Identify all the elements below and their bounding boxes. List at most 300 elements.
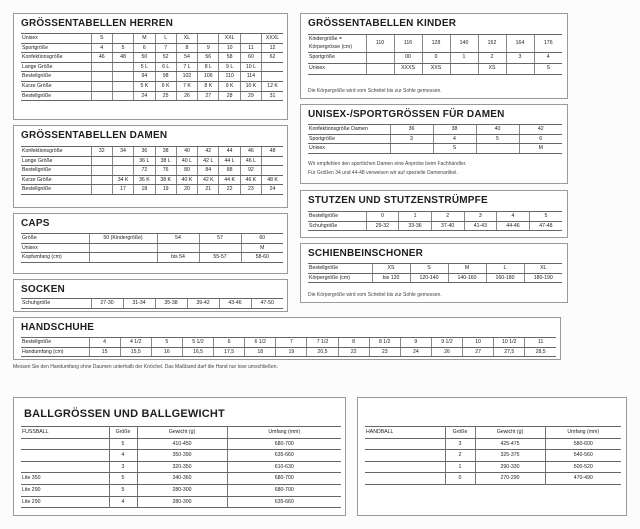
unisex-cell: 38 bbox=[433, 125, 476, 135]
socken-row-label: Schuhgröße bbox=[21, 299, 91, 309]
herren-cell: 50 bbox=[134, 53, 155, 63]
handball-cell: 0 bbox=[445, 473, 475, 485]
damen-cell bbox=[91, 185, 112, 195]
handschuhe-cell: 9 1/2 bbox=[431, 338, 462, 348]
schienbein-table bbox=[308, 263, 562, 283]
herren-cell: M bbox=[134, 34, 155, 44]
handball-header-cell: Größe bbox=[445, 427, 475, 439]
fussball-cell: 350-390 bbox=[137, 450, 227, 462]
unisex-cell bbox=[476, 144, 519, 154]
handball-header-cell: HANDBALL bbox=[365, 427, 445, 439]
fussball-cell: Lite 290 bbox=[21, 496, 109, 508]
unisex-row bbox=[308, 125, 562, 135]
kinder-cell: 176 bbox=[534, 35, 562, 53]
fussball-cell: 635-660 bbox=[227, 450, 341, 462]
kinder-cell: XXXS bbox=[394, 63, 422, 74]
damen-cell: 32 bbox=[91, 147, 112, 157]
herren-cell bbox=[91, 91, 112, 101]
damen-cell: 42 K bbox=[198, 175, 219, 185]
stutzen-cell: 47-48 bbox=[529, 221, 562, 231]
damen-cell bbox=[262, 156, 283, 166]
damen-cell: 44 K bbox=[219, 175, 240, 185]
handball-cell: 1 bbox=[445, 461, 475, 473]
fussball-header-cell: FUSSBALL bbox=[21, 427, 109, 439]
handschuhe-cell: 16 bbox=[151, 347, 182, 357]
caps-title: CAPS bbox=[21, 218, 50, 229]
kinder-cell: 152 bbox=[478, 35, 506, 53]
handschuhe-row-label: Handumfang (cm) bbox=[21, 347, 89, 357]
caps-cell: M bbox=[241, 243, 283, 253]
handball-row bbox=[365, 450, 621, 462]
fussball-header-cell: Gewicht (g) bbox=[137, 427, 227, 439]
schienbein-cell: S bbox=[410, 264, 448, 274]
fussball-cell: 340-360 bbox=[137, 473, 227, 485]
unisex-cell: S bbox=[433, 144, 476, 154]
damen-cell: 46 bbox=[240, 147, 261, 157]
damen-cell: 20 bbox=[176, 185, 197, 195]
handschuhe-row bbox=[21, 338, 556, 348]
fussball-cell: 635-660 bbox=[227, 496, 341, 508]
stutzen-cell: 2 bbox=[431, 212, 464, 222]
schienbein-cell: 180-190 bbox=[524, 273, 562, 283]
kinder-cell: XXS bbox=[422, 63, 450, 74]
stutzen-cell: 4 bbox=[497, 212, 530, 222]
fussball-cell: 4 bbox=[109, 450, 137, 462]
herren-cell: 98 bbox=[155, 72, 176, 82]
herren-cell: 4 bbox=[91, 43, 112, 53]
herren-cell bbox=[262, 62, 283, 72]
damen-cell bbox=[112, 166, 133, 176]
kinder-cell: 140 bbox=[450, 35, 478, 53]
socken-cell: 43-46 bbox=[219, 299, 251, 309]
fussball-row bbox=[21, 461, 341, 473]
damen-cell: 34 bbox=[112, 147, 133, 157]
handschuhe-row-label: Bestellgröße bbox=[21, 338, 89, 348]
kinder-cell: 110 bbox=[366, 35, 394, 53]
handschuhe-cell: 24 bbox=[400, 347, 431, 357]
schienbein-cell: bis 120 bbox=[372, 273, 410, 283]
stutzen-cell: 33-36 bbox=[399, 221, 432, 231]
fussball-cell: 680-700 bbox=[227, 484, 341, 496]
handball-row bbox=[365, 438, 621, 450]
unisex-row-label: Unisex bbox=[308, 144, 390, 154]
herren-cell: 26 bbox=[176, 91, 197, 101]
damen-cell: 40 bbox=[176, 147, 197, 157]
schienbein-cell: L bbox=[486, 264, 524, 274]
caps-cell: bis 54 bbox=[157, 253, 199, 263]
damen-row bbox=[21, 185, 283, 195]
damen-cell: 38 K bbox=[155, 175, 176, 185]
handball-row bbox=[365, 473, 621, 485]
damen-cell: 36 K bbox=[134, 175, 155, 185]
fussball-cell: Lite 350 bbox=[21, 473, 109, 485]
stutzen-row bbox=[308, 221, 562, 231]
fussball-row bbox=[21, 473, 341, 485]
handschuhe-cell: 23 bbox=[369, 347, 400, 357]
herren-cell bbox=[262, 72, 283, 82]
herren-row bbox=[21, 53, 283, 63]
damen-title: GRÖSSENTABELLEN DAMEN bbox=[21, 130, 168, 141]
fussball-row bbox=[21, 450, 341, 462]
herren-cell: 6 K bbox=[155, 81, 176, 91]
fussball-cell bbox=[21, 461, 109, 473]
damen-cell: 76 bbox=[155, 166, 176, 176]
stutzen-row-label: Schuhgröße bbox=[308, 221, 366, 231]
fussball-row bbox=[21, 438, 341, 450]
unisex-cell bbox=[390, 144, 433, 154]
herren-cell: 9 bbox=[198, 43, 219, 53]
handschuhe-cell: 15 bbox=[89, 347, 120, 357]
handschuhe-cell: 8 bbox=[338, 338, 369, 348]
caps-cell: 55-57 bbox=[199, 253, 241, 263]
herren-cell: 6 bbox=[134, 43, 155, 53]
herren-table bbox=[21, 33, 283, 101]
handschuhe-cell: 15,5 bbox=[120, 347, 151, 357]
herren-cell bbox=[112, 62, 133, 72]
handschuhe-cell: 18 bbox=[245, 347, 276, 357]
damen-row bbox=[21, 147, 283, 157]
herren-cell bbox=[91, 72, 112, 82]
herren-cell bbox=[240, 34, 261, 44]
damen-panel bbox=[13, 125, 288, 208]
schienbein-row-label: Körpergröße (cm) bbox=[308, 273, 372, 283]
handschuhe-cell: 7 1/2 bbox=[307, 338, 338, 348]
unisex-cell: 6 bbox=[519, 134, 562, 144]
caps-cell: 58-60 bbox=[241, 253, 283, 263]
handschuhe-cell: 8 1/2 bbox=[369, 338, 400, 348]
caps-cell bbox=[157, 243, 199, 253]
kinder-cell: 3 bbox=[506, 53, 534, 64]
herren-cell bbox=[91, 81, 112, 91]
kinder-row-label: Unisex bbox=[308, 63, 366, 74]
unisex-cell: 3 bbox=[390, 134, 433, 144]
handball-cell: 470-490 bbox=[545, 473, 621, 485]
handschuhe-cell: 19 bbox=[276, 347, 307, 357]
kinder-row bbox=[308, 53, 562, 64]
stutzen-cell: 5 bbox=[529, 212, 562, 222]
caps-cell bbox=[89, 243, 157, 253]
herren-cell: 94 bbox=[134, 72, 155, 82]
handschuhe-cell: 11 bbox=[525, 338, 556, 348]
damen-cell: 34 K bbox=[112, 175, 133, 185]
handball-cell bbox=[365, 461, 445, 473]
schienbein-cell: 160-180 bbox=[486, 273, 524, 283]
herren-row bbox=[21, 43, 283, 53]
unisex-note-2: Für Größen 34 und 44-48 verweisen wir auf spezielle Damenartikel. bbox=[308, 170, 458, 176]
handschuhe-cell: 17,5 bbox=[214, 347, 245, 357]
damen-cell bbox=[91, 156, 112, 166]
kinder-cell: 00 bbox=[394, 53, 422, 64]
fussball-header-row bbox=[21, 427, 341, 439]
herren-row bbox=[21, 91, 283, 101]
stutzen-panel bbox=[300, 190, 568, 238]
herren-panel bbox=[13, 13, 288, 120]
handschuhe-cell: 27 bbox=[463, 347, 494, 357]
herren-cell: 6 L bbox=[155, 62, 176, 72]
handschuhe-cell: 10 bbox=[463, 338, 494, 348]
damen-table bbox=[21, 146, 283, 195]
schienbein-panel bbox=[300, 243, 568, 303]
socken-table bbox=[21, 298, 283, 309]
handschuhe-cell: 16,5 bbox=[182, 347, 213, 357]
damen-cell: 40 K bbox=[176, 175, 197, 185]
herren-title: GRÖSSENTABELLEN HERREN bbox=[21, 18, 174, 29]
herren-cell: 48 bbox=[112, 53, 133, 63]
herren-cell bbox=[112, 81, 133, 91]
herren-cell: XXL bbox=[219, 34, 240, 44]
damen-cell: 44 bbox=[219, 147, 240, 157]
herren-cell: 7 K bbox=[176, 81, 197, 91]
stutzen-cell: 41-43 bbox=[464, 221, 497, 231]
caps-row-label: Unisex bbox=[21, 243, 89, 253]
handschuhe-cell: 28,5 bbox=[525, 347, 556, 357]
socken-cell: 31-34 bbox=[123, 299, 155, 309]
handschuhe-cell: 4 bbox=[89, 338, 120, 348]
damen-row-label: Bestellgröße bbox=[21, 185, 91, 195]
schienbein-cell: XL bbox=[524, 264, 562, 274]
handball-cell bbox=[365, 450, 445, 462]
fussball-cell: 280-300 bbox=[137, 484, 227, 496]
unisex-cell: 42 bbox=[519, 125, 562, 135]
herren-row-label: Lange Größe bbox=[21, 62, 91, 72]
schienbein-row bbox=[308, 273, 562, 283]
herren-cell: 58 bbox=[219, 53, 240, 63]
herren-cell: S bbox=[91, 34, 112, 44]
herren-row-label: Sportgröße bbox=[21, 43, 91, 53]
stutzen-cell: 3 bbox=[464, 212, 497, 222]
kinder-cell: 1 bbox=[450, 53, 478, 64]
damen-cell: 18 bbox=[134, 185, 155, 195]
caps-cell: 50 (Kindergröße) bbox=[89, 234, 157, 244]
fussball-cell bbox=[21, 450, 109, 462]
handschuhe-cell: 27,5 bbox=[494, 347, 525, 357]
unisex-row bbox=[308, 144, 562, 154]
herren-cell: XL bbox=[176, 34, 197, 44]
fussball-row bbox=[21, 484, 341, 496]
kinder-cell bbox=[366, 63, 394, 74]
handschuhe-note: Messen Sie den Handumfang ohne Daumen unterhalb der Knöchel. Das Maßband darf die Hand nur lose umschließen. bbox=[13, 364, 278, 370]
handschuhe-cell: 6 1/2 bbox=[245, 338, 276, 348]
schienbein-row bbox=[308, 264, 562, 274]
damen-cell: 46 K bbox=[240, 175, 261, 185]
unisex-panel bbox=[300, 104, 568, 184]
kinder-row-label: Kindergröße = Körpergrösse (cm) bbox=[308, 35, 366, 53]
damen-cell: 44 L bbox=[219, 156, 240, 166]
caps-cell: 60 bbox=[241, 234, 283, 244]
herren-cell: 114 bbox=[240, 72, 261, 82]
herren-cell bbox=[112, 34, 133, 44]
herren-cell: 11 bbox=[240, 43, 261, 53]
damen-cell: 80 bbox=[176, 166, 197, 176]
damen-cell: 42 bbox=[198, 147, 219, 157]
handschuhe-cell: 5 bbox=[151, 338, 182, 348]
damen-row-label: Lange Größe bbox=[21, 156, 91, 166]
herren-cell bbox=[91, 62, 112, 72]
herren-cell: 5 bbox=[112, 43, 133, 53]
herren-cell: 9 K bbox=[219, 81, 240, 91]
unisex-cell: M bbox=[519, 144, 562, 154]
unisex-row-label: Sportgröße bbox=[308, 134, 390, 144]
damen-cell bbox=[91, 175, 112, 185]
herren-cell: 28 bbox=[219, 91, 240, 101]
kinder-title: GRÖSSENTABELLEN KINDER bbox=[308, 18, 457, 29]
fussball-cell bbox=[21, 438, 109, 450]
handball-header-row bbox=[365, 427, 621, 439]
kinder-cell: S bbox=[534, 63, 562, 74]
fussball-header-cell: Größe bbox=[109, 427, 137, 439]
herren-cell: 10 L bbox=[240, 62, 261, 72]
fussball-cell: 4 bbox=[109, 496, 137, 508]
handschuhe-table bbox=[21, 337, 556, 357]
herren-cell: 62 bbox=[262, 53, 283, 63]
fussball-row bbox=[21, 496, 341, 508]
damen-row bbox=[21, 166, 283, 176]
schienbein-cell: 140-160 bbox=[448, 273, 486, 283]
kinder-cell: 4 bbox=[534, 53, 562, 64]
kinder-cell: 128 bbox=[422, 35, 450, 53]
herren-cell bbox=[198, 34, 219, 44]
herren-cell: 10 K bbox=[240, 81, 261, 91]
damen-cell: 46 L bbox=[240, 156, 261, 166]
damen-row bbox=[21, 156, 283, 166]
damen-cell: 42 L bbox=[198, 156, 219, 166]
ball-panel-fussball bbox=[13, 397, 346, 516]
fussball-cell: 5 bbox=[109, 473, 137, 485]
handball-cell: 2 bbox=[445, 450, 475, 462]
handschuhe-cell: 4 1/2 bbox=[120, 338, 151, 348]
unisex-cell: 5 bbox=[476, 134, 519, 144]
herren-cell: 10 bbox=[219, 43, 240, 53]
herren-row bbox=[21, 62, 283, 72]
damen-cell bbox=[112, 156, 133, 166]
handball-table bbox=[365, 426, 621, 485]
kinder-cell: 116 bbox=[394, 35, 422, 53]
herren-cell: 5 K bbox=[134, 81, 155, 91]
socken-cell: 39-42 bbox=[187, 299, 219, 309]
unisex-row bbox=[308, 134, 562, 144]
damen-cell: 48 bbox=[262, 147, 283, 157]
herren-cell: 102 bbox=[176, 72, 197, 82]
damen-cell: 36 bbox=[134, 147, 155, 157]
handball-cell: 3 bbox=[445, 438, 475, 450]
fussball-cell: 680-700 bbox=[227, 473, 341, 485]
handball-header-cell: Gewicht (g) bbox=[475, 427, 545, 439]
caps-row-label: Größe bbox=[21, 234, 89, 244]
damen-cell: 38 bbox=[155, 147, 176, 157]
damen-cell: 88 bbox=[219, 166, 240, 176]
handball-cell: 425-475 bbox=[475, 438, 545, 450]
herren-row-label: Bestellgröße bbox=[21, 72, 91, 82]
herren-row bbox=[21, 34, 283, 44]
handschuhe-cell: 26 bbox=[431, 347, 462, 357]
caps-row-label: Kopfumfang (cm) bbox=[21, 253, 89, 263]
fussball-cell: 3 bbox=[109, 461, 137, 473]
damen-cell: 38 L bbox=[155, 156, 176, 166]
kinder-row bbox=[308, 35, 562, 53]
unisex-note-1: Wir empfehlen den sportlichen Damen eine Anprobe beim Fachhändler. bbox=[308, 161, 467, 167]
herren-cell: 24 bbox=[134, 91, 155, 101]
fussball-cell: 280-300 bbox=[137, 496, 227, 508]
handball-cell: 290-330 bbox=[475, 461, 545, 473]
stutzen-cell: 1 bbox=[399, 212, 432, 222]
damen-cell: 22 bbox=[219, 185, 240, 195]
handball-cell: 270-290 bbox=[475, 473, 545, 485]
damen-row-label: Bestellgröße bbox=[21, 166, 91, 176]
herren-cell bbox=[112, 91, 133, 101]
handschuhe-cell: 5 1/2 bbox=[182, 338, 213, 348]
kinder-cell: XS bbox=[478, 63, 506, 74]
stutzen-cell: 37-40 bbox=[431, 221, 464, 231]
fussball-cell: Lite 290 bbox=[21, 484, 109, 496]
herren-cell: 29 bbox=[240, 91, 261, 101]
handschuhe-cell: 22 bbox=[338, 347, 369, 357]
damen-cell: 84 bbox=[198, 166, 219, 176]
herren-cell: 46 bbox=[91, 53, 112, 63]
ball-title: BALLGRÖSSEN UND BALLGEWICHT bbox=[24, 408, 225, 420]
handball-cell: 500-520 bbox=[545, 461, 621, 473]
schienbein-title: SCHIENBEINSCHONER bbox=[308, 248, 424, 259]
stutzen-cell: 29-32 bbox=[366, 221, 399, 231]
handball-cell bbox=[365, 438, 445, 450]
caps-cell bbox=[199, 243, 241, 253]
fussball-cell: 5 bbox=[109, 438, 137, 450]
herren-cell: 12 K bbox=[262, 81, 283, 91]
herren-cell: 56 bbox=[198, 53, 219, 63]
damen-row-label: Kurze Größe bbox=[21, 175, 91, 185]
damen-cell: 72 bbox=[134, 166, 155, 176]
stutzen-row bbox=[308, 212, 562, 222]
unisex-row-label: Konfektionsgröße Damen bbox=[308, 125, 390, 135]
damen-cell: 48 K bbox=[262, 175, 283, 185]
handball-cell: 540-560 bbox=[545, 450, 621, 462]
herren-cell: 8 K bbox=[198, 81, 219, 91]
damen-cell bbox=[91, 166, 112, 176]
kinder-table bbox=[308, 34, 562, 75]
stutzen-cell: 0 bbox=[366, 212, 399, 222]
unisex-cell: 40 bbox=[476, 125, 519, 135]
damen-row bbox=[21, 175, 283, 185]
herren-cell: 7 L bbox=[176, 62, 197, 72]
unisex-cell: 36 bbox=[390, 125, 433, 135]
caps-row bbox=[21, 234, 283, 244]
herren-row-label: Konfektionsgröße bbox=[21, 53, 91, 63]
damen-cell: 21 bbox=[198, 185, 219, 195]
damen-cell: 40 L bbox=[176, 156, 197, 166]
socken-cell: 27-30 bbox=[91, 299, 123, 309]
handschuhe-cell: 6 bbox=[214, 338, 245, 348]
schienbein-cell: M bbox=[448, 264, 486, 274]
kinder-panel bbox=[300, 13, 568, 99]
handball-cell bbox=[365, 473, 445, 485]
herren-cell: 106 bbox=[198, 72, 219, 82]
caps-row bbox=[21, 253, 283, 263]
damen-cell: 19 bbox=[155, 185, 176, 195]
socken-panel bbox=[13, 279, 288, 312]
damen-cell: 92 bbox=[240, 166, 261, 176]
herren-cell: 52 bbox=[155, 53, 176, 63]
caps-cell: 57 bbox=[199, 234, 241, 244]
herren-cell: 54 bbox=[176, 53, 197, 63]
damen-cell bbox=[262, 166, 283, 176]
fussball-table bbox=[21, 426, 341, 508]
herren-cell: 9 L bbox=[219, 62, 240, 72]
socken-cell: 47-50 bbox=[251, 299, 283, 309]
handschuhe-cell: 7 bbox=[276, 338, 307, 348]
herren-cell: XXXL bbox=[262, 34, 283, 44]
handschuhe-cell: 20,5 bbox=[307, 347, 338, 357]
handball-cell: 580-600 bbox=[545, 438, 621, 450]
caps-cell bbox=[89, 253, 157, 263]
